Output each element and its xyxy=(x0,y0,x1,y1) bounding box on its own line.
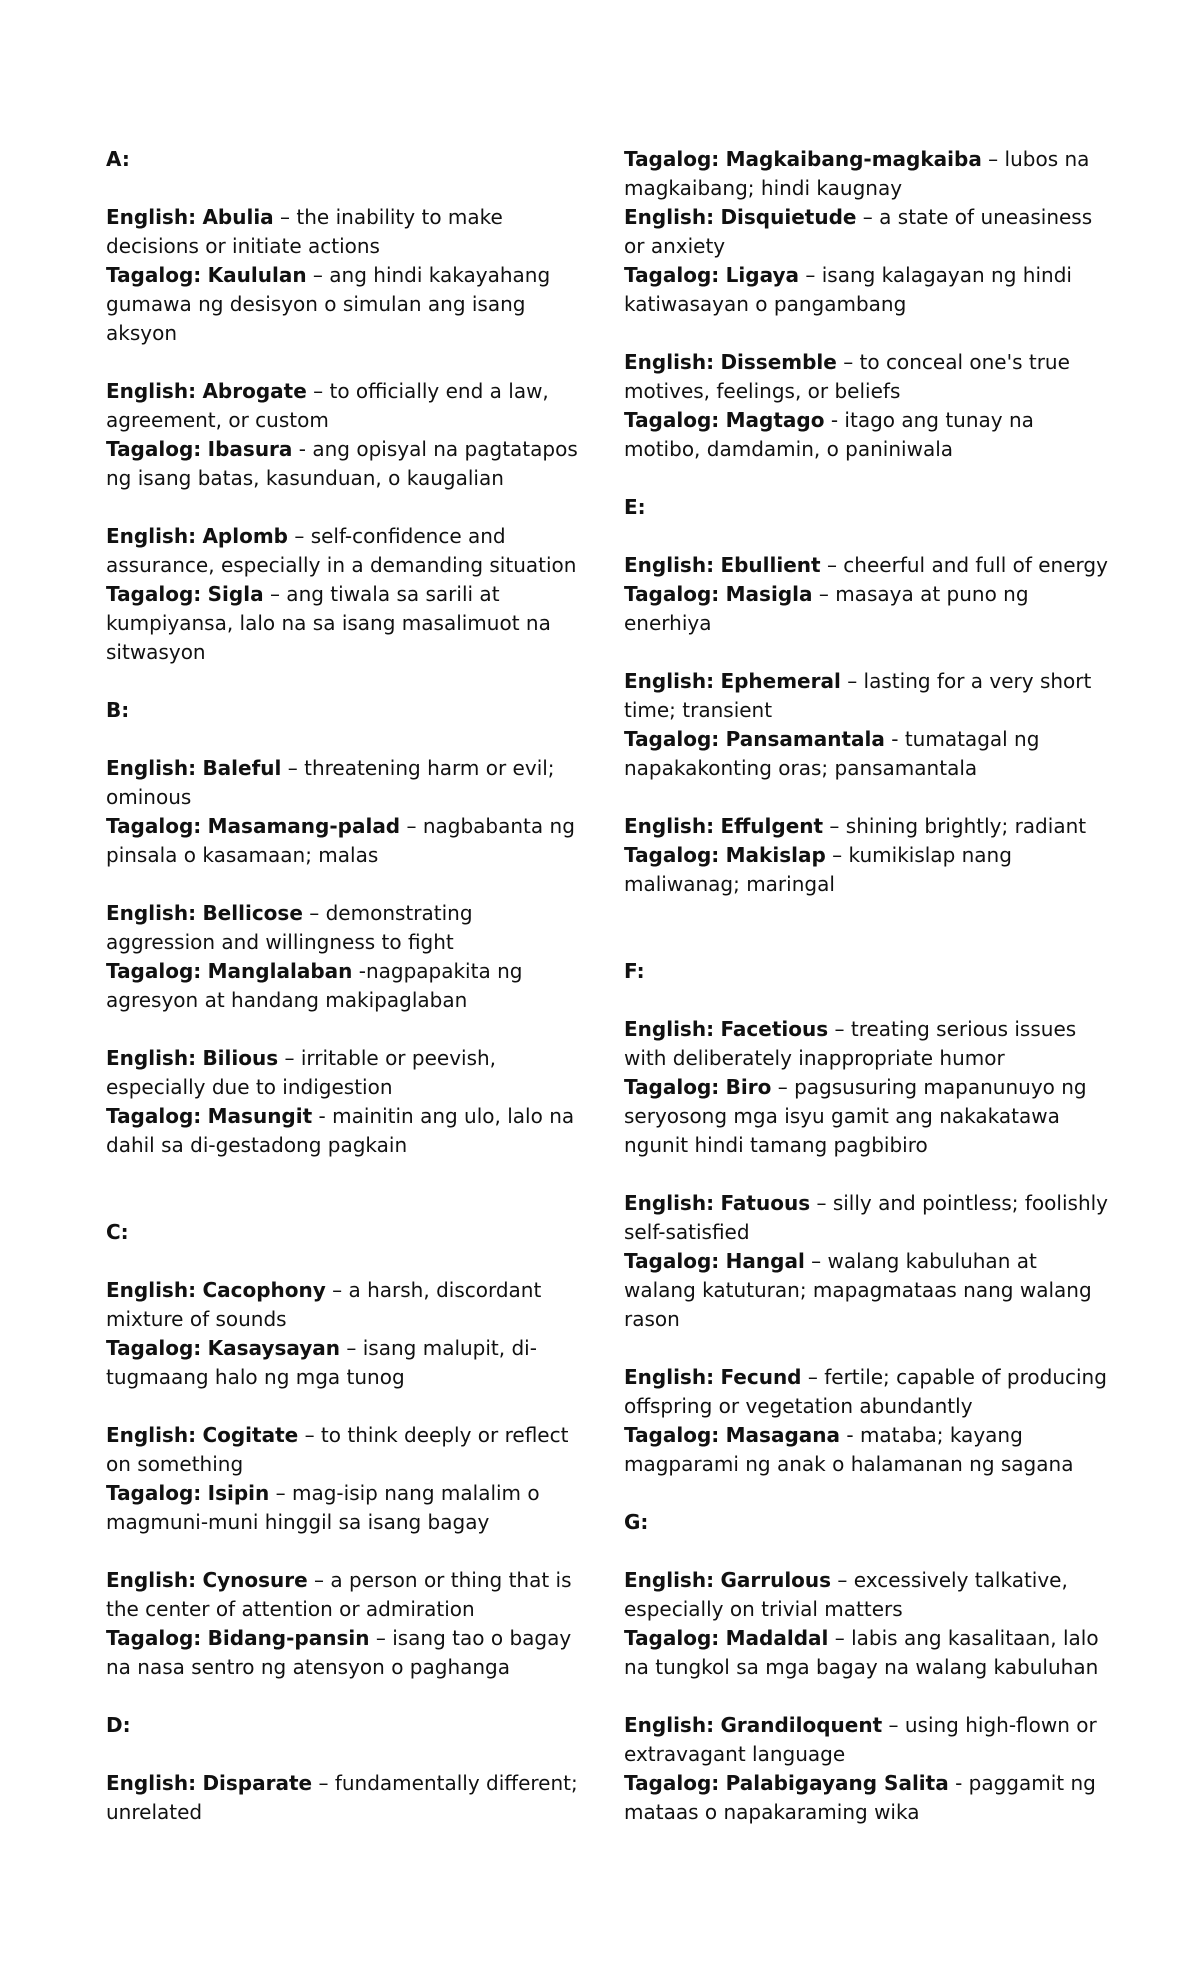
tagalog-entry xyxy=(106,1334,586,1392)
english-label: English: xyxy=(624,205,715,229)
english-term: Abulia xyxy=(202,205,274,229)
english-label: English: xyxy=(106,1278,197,1302)
section-heading-d: D: xyxy=(106,1713,131,1737)
tagalog-definition: – isang malupit, di-tugmaang halo ng mga tunog xyxy=(106,1336,537,1389)
english-term: Aplomb xyxy=(202,524,288,548)
english-definition: – excessively talkative, especially on trivial matters xyxy=(624,1568,1068,1621)
english-term: Abrogate xyxy=(202,379,307,403)
english-label: English: xyxy=(106,379,197,403)
english-entry xyxy=(624,1189,1114,1247)
tagalog-term: Ibasura xyxy=(207,437,293,461)
tagalog-entry xyxy=(624,725,1114,783)
tagalog-term: Manglalaban xyxy=(207,959,353,983)
tagalog-definition: – pagsusuring mapanunuyo ng seryosong mga isyu gamit ang nakakatawa ngunit hindi tamang pagbibiro xyxy=(624,1075,1087,1157)
tagalog-label: Tagalog: xyxy=(106,814,202,838)
tagalog-label: Tagalog: xyxy=(624,1075,720,1099)
tagalog-term: Madaldal xyxy=(725,1626,829,1650)
english-definition: – to think deeply or reflect on something xyxy=(106,1423,569,1476)
tagalog-definition: - mataba; kayang magparami ng anak o halamanan ng sagana xyxy=(624,1423,1074,1476)
english-entry xyxy=(106,1566,586,1624)
tagalog-term: Kasaysayan xyxy=(207,1336,341,1360)
tagalog-term: Masungit xyxy=(207,1104,313,1128)
english-label: English: xyxy=(624,553,715,577)
tagalog-entry xyxy=(106,1102,586,1160)
english-entry xyxy=(624,667,1114,725)
tagalog-label: Tagalog: xyxy=(624,1423,720,1447)
english-entry xyxy=(106,203,586,261)
tagalog-entry xyxy=(624,406,1114,464)
english-entry xyxy=(106,754,586,812)
english-entry xyxy=(624,1711,1114,1769)
tagalog-label: Tagalog: xyxy=(106,959,202,983)
tagalog-label: Tagalog: xyxy=(106,1104,202,1128)
tagalog-entry xyxy=(624,1624,1114,1682)
english-entry xyxy=(106,1044,586,1102)
tagalog-definition: -nagpapakita ng agresyon at handang makipaglaban xyxy=(106,959,523,1012)
tagalog-entry xyxy=(106,261,586,348)
english-definition: – irritable or peevish, especially due to indigestion xyxy=(106,1046,497,1099)
tagalog-term: Palabigayang Salita xyxy=(725,1771,949,1795)
tagalog-definition: – nagbabanta ng pinsala o kasamaan; malas xyxy=(106,814,575,867)
tagalog-definition: – labis ang kasalitaan, lalo na tungkol sa mga bagay na walang kabuluhan xyxy=(624,1626,1099,1679)
english-entry xyxy=(624,1015,1114,1073)
section-heading-c: C: xyxy=(106,1220,129,1244)
tagalog-entry xyxy=(106,580,586,667)
english-term: Cacophony xyxy=(202,1278,326,1302)
english-term: Baleful xyxy=(202,756,282,780)
tagalog-label: Tagalog: xyxy=(106,437,202,461)
tagalog-definition: – ang tiwala sa sarili at kumpiyansa, lalo na sa isang masalimuot na sitwasyon xyxy=(106,582,551,664)
english-definition: – treating serious issues with deliberately inappropriate humor xyxy=(624,1017,1077,1070)
english-term: Ephemeral xyxy=(720,669,841,693)
tagalog-term: Sigla xyxy=(207,582,264,606)
english-label: English: xyxy=(106,524,197,548)
tagalog-term: Masigla xyxy=(725,582,813,606)
tagalog-term: Makislap xyxy=(725,843,826,867)
english-definition: – fundamentally different; unrelated xyxy=(106,1771,578,1824)
tagalog-label: Tagalog: xyxy=(624,1249,720,1273)
english-label: English: xyxy=(106,901,197,925)
english-definition: – to conceal one's true motives, feelings, or beliefs xyxy=(624,350,1070,403)
tagalog-term: Ligaya xyxy=(725,263,799,287)
tagalog-label: Tagalog: xyxy=(624,1771,720,1795)
tagalog-term: Masamang-palad xyxy=(207,814,401,838)
section-heading-b: B: xyxy=(106,698,130,722)
tagalog-term: Hangal xyxy=(725,1249,805,1273)
tagalog-entry xyxy=(624,1421,1114,1479)
english-label: English: xyxy=(624,1713,715,1737)
english-definition: – cheerful and full of energy xyxy=(820,553,1108,577)
english-term: Cogitate xyxy=(202,1423,299,1447)
english-label: English: xyxy=(106,756,197,780)
english-label: English: xyxy=(106,1568,197,1592)
tagalog-label: Tagalog: xyxy=(106,582,202,606)
english-entry xyxy=(106,1276,586,1334)
tagalog-term: Biro xyxy=(725,1075,772,1099)
english-label: English: xyxy=(106,1046,197,1070)
tagalog-entry xyxy=(106,435,586,493)
english-definition: – a state of uneasiness or anxiety xyxy=(624,205,1093,258)
tagalog-entry xyxy=(106,1479,586,1537)
english-term: Fecund xyxy=(720,1365,802,1389)
english-label: English: xyxy=(624,814,715,838)
tagalog-definition: – isang kalagayan ng hindi katiwasayan o pangambang xyxy=(624,263,1072,316)
tagalog-entry xyxy=(624,1769,1114,1827)
english-entry xyxy=(624,203,1114,261)
english-label: English: xyxy=(624,1191,715,1215)
english-definition: – shining brightly; radiant xyxy=(823,814,1087,838)
tagalog-definition: - ang opisyal na pagtatapos ng isang batas, kasunduan, o kaugalian xyxy=(106,437,578,490)
tagalog-entry xyxy=(106,1624,586,1682)
english-definition: – fertile; capable of producing offspring or vegetation abundantly xyxy=(624,1365,1107,1418)
english-label: English: xyxy=(106,205,197,229)
english-term: Facetious xyxy=(720,1017,829,1041)
english-term: Disparate xyxy=(202,1771,313,1795)
english-definition: – the inability to make decisions or initiate actions xyxy=(106,205,503,258)
english-entry xyxy=(106,1769,586,1827)
tagalog-term: Magkaibang-magkaiba xyxy=(725,147,982,171)
english-entry xyxy=(624,1566,1114,1624)
tagalog-label: Tagalog: xyxy=(624,1626,720,1650)
tagalog-term: Kaululan xyxy=(207,263,307,287)
english-term: Fatuous xyxy=(720,1191,811,1215)
english-label: English: xyxy=(624,669,715,693)
english-term: Garrulous xyxy=(720,1568,832,1592)
english-term: Bilious xyxy=(202,1046,279,1070)
tagalog-term: Bidang-pansin xyxy=(207,1626,370,1650)
tagalog-definition: – walang kabuluhan at walang katuturan; mapagmataas nang walang rason xyxy=(624,1249,1092,1331)
english-entry xyxy=(106,522,586,580)
tagalog-term: Magtago xyxy=(725,408,825,432)
english-term: Dissemble xyxy=(720,350,837,374)
english-entry xyxy=(624,1363,1114,1421)
english-definition: – lasting for a very short time; transient xyxy=(624,669,1092,722)
tagalog-definition: – isang tao o bagay na nasa sentro ng atensyon o paghanga xyxy=(106,1626,572,1679)
english-entry xyxy=(106,377,586,435)
right-column xyxy=(624,145,1114,1827)
tagalog-label: Tagalog: xyxy=(624,147,720,171)
tagalog-label: Tagalog: xyxy=(106,1481,202,1505)
section-heading-e: E: xyxy=(624,495,646,519)
english-entry xyxy=(624,348,1114,406)
tagalog-definition: – kumikislap nang maliwanag; maringal xyxy=(624,843,1012,896)
tagalog-entry xyxy=(106,812,586,870)
english-term: Ebullient xyxy=(720,553,821,577)
tagalog-definition: - itago ang tunay na motibo, damdamin, o paniniwala xyxy=(624,408,1034,461)
tagalog-entry xyxy=(624,145,1114,203)
tagalog-definition: – masaya at puno ng enerhiya xyxy=(624,582,1029,635)
tagalog-label: Tagalog: xyxy=(624,263,720,287)
english-entry xyxy=(624,551,1114,580)
tagalog-label: Tagalog: xyxy=(106,1626,202,1650)
english-entry xyxy=(106,899,586,957)
section-heading-f: F: xyxy=(624,959,645,983)
tagalog-entry xyxy=(624,261,1114,319)
tagalog-definition: - paggamit ng mataas o napakaraming wika xyxy=(624,1771,1096,1824)
english-definition: – self-confidence and assurance, especially in a demanding situation xyxy=(106,524,577,577)
english-term: Grandiloquent xyxy=(720,1713,883,1737)
english-term: Bellicose xyxy=(202,901,303,925)
tagalog-label: Tagalog: xyxy=(624,408,720,432)
english-label: English: xyxy=(624,350,715,374)
section-heading-g: G: xyxy=(624,1510,649,1534)
tagalog-definition: – ang hindi kakayahang gumawa ng desisyon o simulan ang isang aksyon xyxy=(106,263,551,345)
english-definition: – threatening harm or evil; ominous xyxy=(106,756,555,809)
tagalog-definition: – mag-isip nang malalim o magmuni-muni hinggil sa isang bagay xyxy=(106,1481,540,1534)
tagalog-label: Tagalog: xyxy=(624,727,720,751)
english-definition: – to officially end a law, agreement, or custom xyxy=(106,379,549,432)
english-definition: – a harsh, discordant mixture of sounds xyxy=(106,1278,542,1331)
english-label: English: xyxy=(624,1017,715,1041)
tagalog-label: Tagalog: xyxy=(106,263,202,287)
english-definition: – demonstrating aggression and willingness to fight xyxy=(106,901,473,954)
english-label: English: xyxy=(106,1771,197,1795)
english-entry xyxy=(106,1421,586,1479)
english-label: English: xyxy=(624,1365,715,1389)
english-term: Disquietude xyxy=(720,205,857,229)
tagalog-term: Isipin xyxy=(207,1481,270,1505)
english-label: English: xyxy=(106,1423,197,1447)
english-term: Effulgent xyxy=(720,814,824,838)
english-term: Cynosure xyxy=(202,1568,308,1592)
tagalog-label: Tagalog: xyxy=(624,582,720,606)
tagalog-term: Pansamantala xyxy=(725,727,885,751)
tagalog-definition: - tumatagal ng napakakonting oras; pansamantala xyxy=(624,727,1040,780)
english-definition: – a person or thing that is the center of attention or admiration xyxy=(106,1568,572,1621)
tagalog-term: Masagana xyxy=(725,1423,841,1447)
english-definition: – using high-flown or extravagant language xyxy=(624,1713,1097,1766)
tagalog-definition: – lubos na magkaibang; hindi kaugnay xyxy=(624,147,1090,200)
tagalog-label: Tagalog: xyxy=(106,1336,202,1360)
tagalog-entry xyxy=(624,1247,1114,1334)
tagalog-entry xyxy=(624,841,1114,899)
tagalog-label: Tagalog: xyxy=(624,843,720,867)
english-definition: – silly and pointless; foolishly self-satisfied xyxy=(624,1191,1109,1244)
tagalog-entry xyxy=(624,580,1114,638)
section-heading-a: A: xyxy=(106,147,130,171)
tagalog-definition: - mainitin ang ulo, lalo na dahil sa di-gestadong pagkain xyxy=(106,1104,575,1157)
left-column xyxy=(106,145,586,1827)
english-entry xyxy=(624,812,1114,841)
tagalog-entry xyxy=(106,957,586,1015)
tagalog-entry xyxy=(624,1073,1114,1160)
english-label: English: xyxy=(624,1568,715,1592)
